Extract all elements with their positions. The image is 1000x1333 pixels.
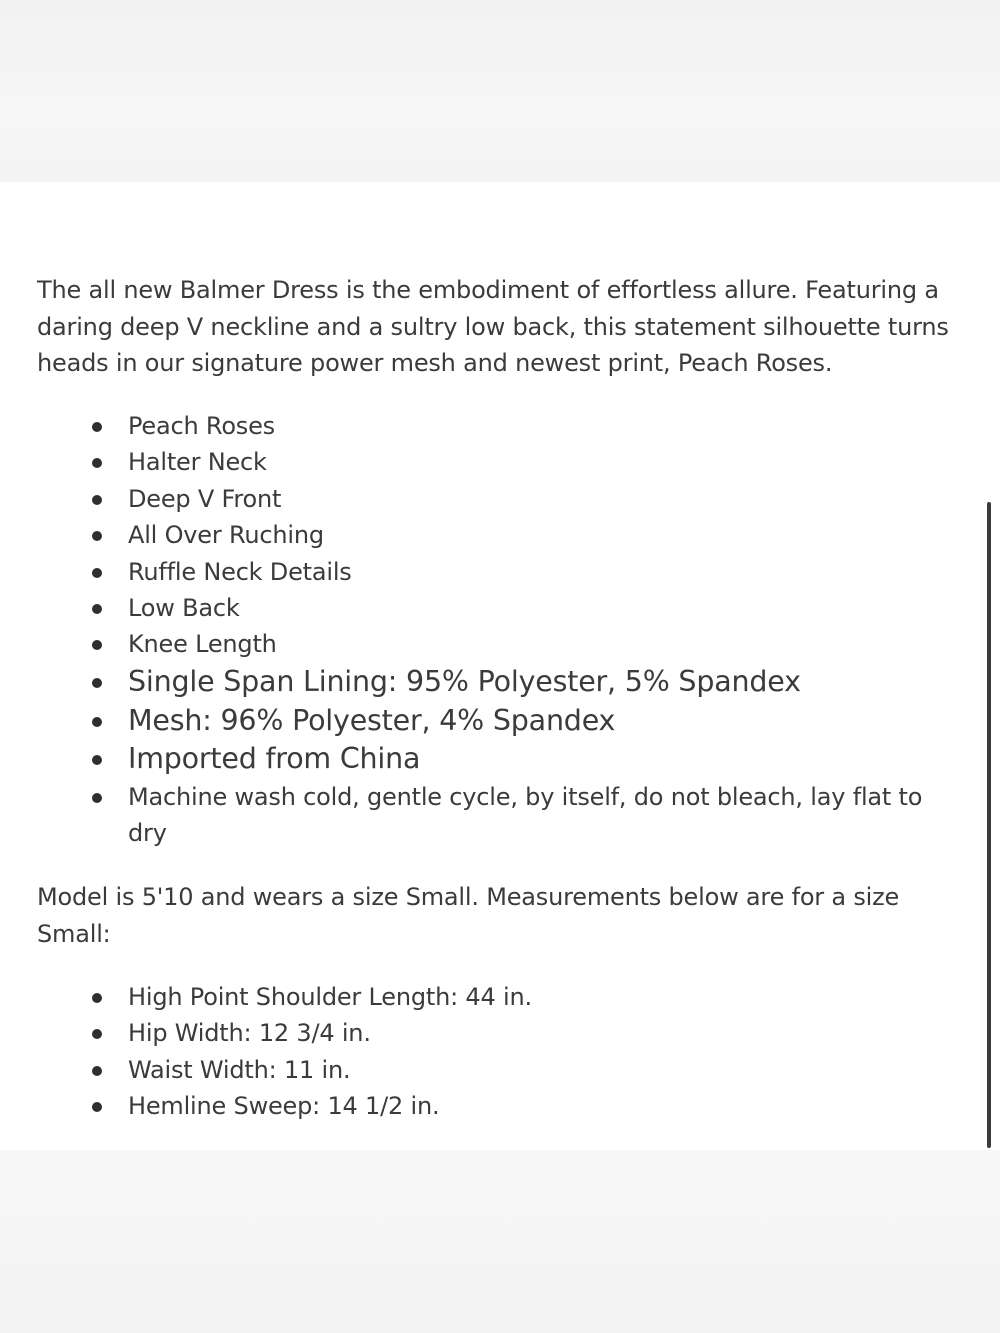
list-item — [37, 444, 967, 480]
feature-text: Machine wash cold, gentle cycle, by itself, do not bleach, lay flat to dry — [128, 782, 923, 847]
feature-text: Ruffle Neck Details — [128, 557, 352, 586]
list-item — [37, 979, 967, 1015]
measurement-text: Waist Width: 11 in. — [128, 1055, 351, 1084]
feature-text: Mesh: 96% Polyester, 4% Spandex — [128, 703, 616, 737]
bullet-icon — [92, 568, 102, 578]
bullet-icon — [92, 1102, 102, 1112]
list-item — [37, 702, 967, 741]
bullet-icon — [92, 793, 102, 803]
bullet-icon — [92, 422, 102, 432]
list-item — [37, 1015, 967, 1051]
top-blurred-region — [0, 0, 1000, 182]
bullet-icon — [92, 604, 102, 614]
feature-text: Halter Neck — [128, 448, 267, 477]
scrollbar-thumb[interactable] — [987, 502, 991, 1148]
scrollbar[interactable] — [986, 500, 994, 1150]
list-item — [37, 663, 967, 702]
measurement-text: Hemline Sweep: 14 1/2 in. — [128, 1092, 440, 1121]
product-description: The all new Balmer Dress is the embodiment of effortless allure. Featuring a daring deep V neckline and a sultry low back, this statement silhouette turns heads in our signature power mesh and newest print, Peach Roses. — [37, 276, 949, 377]
list-item — [37, 1088, 967, 1124]
feature-text: Knee Length — [128, 630, 277, 659]
measurement-text: High Point Shoulder Length: 44 in. — [128, 983, 532, 1011]
bullet-icon — [92, 531, 102, 541]
measurement-text: Hip Width: 12 3/4 in. — [128, 1019, 371, 1048]
feature-text: Peach Roses — [128, 412, 275, 440]
bottom-blurred-region — [0, 1150, 1000, 1333]
feature-text: Low Back — [128, 594, 240, 623]
feature-text: Single Span Lining: 95% Polyester, 5% Spandex — [128, 664, 801, 698]
bullet-icon — [92, 717, 102, 727]
model-size-note: Model is 5'10 and wears a size Small. Measurements below are for a size Small: — [37, 883, 900, 948]
bullet-icon — [92, 993, 102, 1003]
feature-text: Deep V Front — [128, 484, 282, 513]
bullet-icon — [92, 640, 102, 650]
list-item — [37, 408, 967, 444]
bullet-icon — [92, 678, 102, 688]
feature-text: All Over Ruching — [128, 521, 324, 550]
bullet-icon — [92, 458, 102, 468]
bullet-icon — [92, 755, 102, 765]
list-item — [37, 554, 967, 590]
bullet-icon — [92, 495, 102, 505]
list-item — [37, 626, 967, 662]
list-item — [37, 779, 967, 851]
bullet-icon — [92, 1029, 102, 1039]
list-item — [37, 740, 967, 779]
list-item — [37, 517, 967, 553]
list-item — [37, 481, 967, 517]
feature-text: Imported from China — [128, 742, 421, 776]
bullet-icon — [92, 1066, 102, 1076]
list-item — [37, 1052, 967, 1088]
feature-list — [37, 408, 967, 851]
list-item — [37, 590, 967, 626]
measurement-list — [37, 979, 967, 1125]
